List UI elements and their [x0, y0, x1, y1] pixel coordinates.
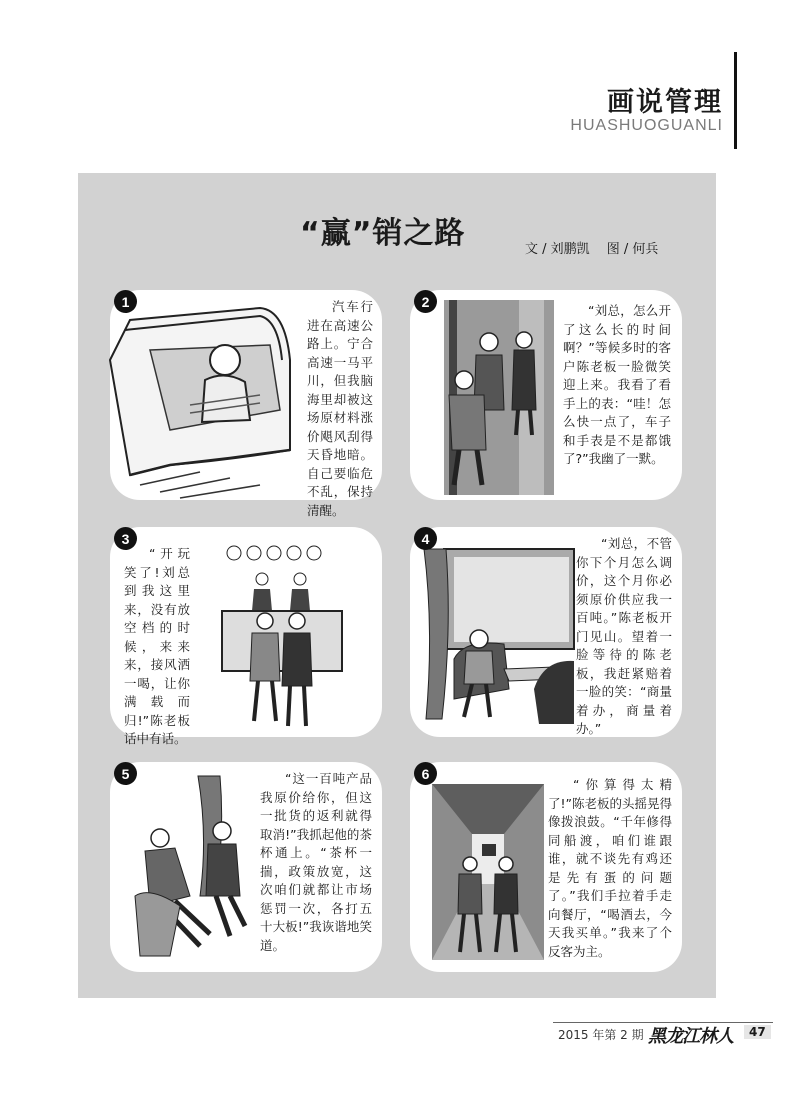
corridor-walk-illustration: [432, 784, 544, 960]
panel-number-1: 1: [114, 290, 137, 313]
panel-number-6: 6: [414, 762, 437, 785]
panel-text-1: 汽车行进在高速公路上。宁合高速一马平川，但我脑海里却被这场原材料涨价飓风刮得天昏地暗。自己要临危不乱，保持清醒。: [307, 299, 373, 518]
comic-panel-4: [410, 527, 682, 737]
panel-number-4: 4: [414, 527, 437, 550]
header-divider: [734, 52, 737, 149]
magazine-logo: 黑龙江林人: [648, 1026, 733, 1047]
section-title: 画说管理: [607, 87, 723, 118]
greeting-scene-illustration: [444, 300, 554, 495]
panel-number-5: 5: [114, 762, 137, 785]
comic-panel-1: [110, 290, 382, 518]
comic-panel-2: [410, 290, 682, 500]
page-number: 47: [744, 1025, 771, 1039]
panel-text-4: “刘总，不管你下个月怎么调价，这个月你必须原价供应我一百吨。”陈老板开门见山。望着一脸等待的陈老板，我赶紧赔着一脸的笑：“商量着办，商量着办。”: [576, 536, 672, 736]
lounge-scene-illustration: [424, 549, 574, 729]
car-driver-illustration: [110, 290, 310, 500]
reception-desk-illustration: [202, 541, 377, 731]
footer-issue: 2015 年第 2 期: [558, 1028, 644, 1042]
tea-meeting-illustration: [130, 776, 260, 966]
article-credit: 文 / 刘鹏凯 图 / 何兵: [525, 242, 659, 257]
comic-panel-5: [110, 762, 382, 972]
section-subtitle: HUASHUOGUANLI: [570, 117, 723, 134]
panel-text-3: “开玩笑了!刘总到我这里来，没有放空档的时候，来来来，接风洒一喝，让你满载而归!”陈老板话中有话。: [124, 546, 190, 746]
panel-text-2: “刘总，怎么开了这么长的时间啊？”等候多时的客户陈老板一脸微笑迎上来。我看了看手上的表：“哇！怎么快一点了，车子和手表是不是都饿了?”我幽了一默。: [563, 303, 671, 466]
comic-panel-3: [110, 527, 382, 746]
panel-number-2: 2: [414, 290, 437, 313]
article-title: “赢”销之路: [300, 216, 466, 251]
comic-panel-6: [410, 762, 682, 972]
panel-number-3: 3: [114, 527, 137, 550]
panel-text-5: “这一百吨产品我原价给你，但这一批货的返利就得取消!”我抓起他的茶杯通上。“茶杯一揣，政策放宽，这次咱们就都让市场惩罚一次，各打五十大板!”我诙谐地笑道。: [260, 771, 372, 953]
panel-text-6: “你算得太精了!”陈老板的头摇晃得像拨浪鼓。“千年修得同船渡，咱们谁跟谁，就不谈先有鸡还是先有蛋的问题了。”我们手拉着手走向餐厅，“喝酒去，今天我买单。”我来了个反客为主。: [548, 777, 672, 959]
